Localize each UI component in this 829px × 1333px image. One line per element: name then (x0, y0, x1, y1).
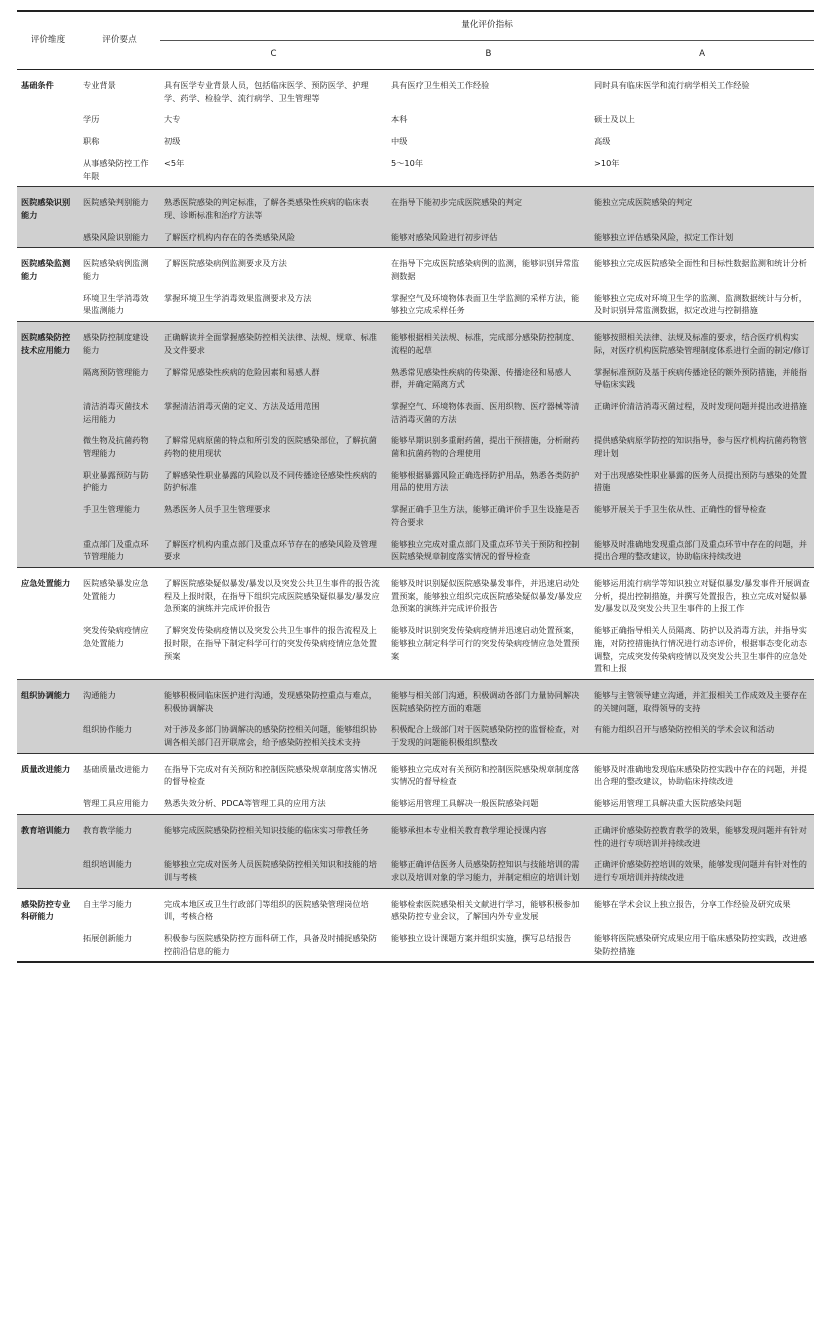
point-cell: 清洁消毒灭菌技术运用能力 (79, 395, 160, 429)
level-a-cell: 能够将医院感染研究成果应用于临床感染防控实践，改进感染防控措施 (590, 927, 814, 962)
point-cell: 组织培训能力 (79, 853, 160, 888)
dimension-cell: 医院感染监测能力 (17, 248, 79, 287)
level-b-cell: 掌握空气、环境物体表面、医用织物、医疗器械等清洁消毒灭菌的方法 (387, 395, 590, 429)
table-row (17, 70, 814, 109)
level-a-cell: 正确评价感染防控教育教学的效果，能够发现问题并有针对性的进行专项培训并持续改进 (590, 814, 814, 853)
level-c-cell: 在指导下完成对有关预防和控制医院感染规章制度落实情况的督导检查 (160, 753, 387, 792)
point-cell: 基础质量改进能力 (79, 753, 160, 792)
dimension-cell (17, 152, 79, 187)
table-body (17, 70, 814, 963)
table-row (17, 498, 814, 532)
dimension-cell (17, 108, 79, 130)
level-c-cell: 积极参与医院感染防控方面科研工作，具备及时捕捉感染防控前沿信息的能力 (160, 927, 387, 962)
level-c-cell: 了解突发传染病疫情以及突发公共卫生事件的报告流程及上报时限，在指导下制定科学可行的突发传染病疫情应急处置预案 (164, 625, 377, 661)
dimension-cell (17, 287, 79, 322)
dimension-cell: 医院感染防控技术应用能力 (17, 322, 79, 361)
level-c-cell: 了解常见病原菌的特点和所引发的医院感染部位，了解抗菌药物的使用现状 (160, 429, 387, 463)
table-row (17, 718, 814, 753)
point-cell: 感染防控制度建设能力 (79, 322, 160, 361)
level-c-cell: 具有医学专业背景人员，包括临床医学、预防医学、护理学、药学、检验学、流行病学、卫生管理等 (160, 70, 387, 109)
dimension-cell (17, 361, 79, 395)
level-b-cell: 能够检索医院感染相关文献进行学习，能够积极参加感染防控专业会议，了解国内外专业发展 (387, 888, 590, 927)
level-c-cell: 了解医院感染疑似暴发/暴发以及突发公共卫生事件的报告流程及上报时限，在指导下组织完成医院感染疑似暴发/暴发应急预案的演练并完成评价报告 (160, 567, 387, 619)
point-cell: 隔离预防管理能力 (79, 361, 160, 395)
dimension-cell (17, 498, 79, 532)
level-b-cell: 在指导下完成医院感染病例的监测，能够识别异常监测数据 (387, 248, 590, 287)
dimension-cell (17, 429, 79, 463)
header-level-c: C (160, 41, 387, 70)
dimension-cell (17, 718, 79, 753)
level-c-cell: 能够独立完成对医务人员医院感染防控相关知识和技能的培训与考核 (160, 853, 387, 888)
table-header (17, 11, 814, 70)
level-c-cell: 了解医疗机构内存在的各类感染风险 (160, 226, 387, 248)
header-level-b: B (387, 41, 590, 70)
point-cell: 拓展创新能力 (79, 927, 160, 962)
level-b-cell: 5～10年 (391, 157, 424, 168)
dimension-cell (17, 853, 79, 888)
table-row (17, 888, 814, 927)
level-a-cell: 能够独立完成对环境卫生学的监测、监测数据统计与分析，及时识别异常监测数据，拟定改进与控制措施 (594, 292, 807, 316)
table-row (17, 248, 814, 287)
level-a-cell: 能够及时准确地发现重点部门及重点环节中存在的问题，并提出合理的整改建议，协助临床持续改进 (590, 533, 814, 568)
point-cell: 教育教学能力 (79, 814, 160, 853)
level-b-cell: 积极配合上级部门对于医院感染防控的监督检查，对于发现的问题能积极组织整改 (387, 718, 590, 753)
table-row (17, 567, 814, 619)
level-a-cell: 能够与主管领导建立沟通，并汇报相关工作成效及主要存在的关键问题，取得领导的支持 (590, 679, 814, 718)
level-b-cell: 能够运用管理工具解决一般医院感染问题 (391, 798, 539, 809)
dimension-cell: 应急处置能力 (17, 567, 79, 619)
level-b-cell: 能够及时识别疑似医院感染暴发事件，并迅速启动处置预案，能够独立组织完成医院感染疑似暴发/暴发应急预案的演练并完成评价报告 (387, 567, 590, 619)
level-c-cell: 对于涉及多部门协调解决的感染防控相关问题，能够组织协调各相关部门召开联席会，给予感染防控相关技术支持 (160, 718, 387, 753)
level-b-cell: 具有医疗卫生相关工作经验 (387, 70, 590, 109)
level-b-cell: 能够根据暴露风险正确选择防护用品，熟悉各类防护用品的使用方法 (387, 464, 590, 498)
dimension-cell: 基础条件 (17, 70, 79, 109)
table-row (17, 814, 814, 853)
level-a-cell: 掌握标准预防及基于疾病传播途径的额外预防措施，并能指导临床实践 (590, 361, 814, 395)
point-cell: 重点部门及重点环节管理能力 (79, 533, 160, 568)
point-cell: 医院感染判别能力 (79, 187, 160, 226)
level-a-cell: 同时具有临床医学和流行病学相关工作经验 (590, 70, 814, 109)
level-b-cell: 能够及时识别突发传染病疫情并迅速启动处置预案，能够独立制定科学可行的突发传染病疫情应急处置预案 (391, 625, 580, 661)
dimension-cell: 医院感染识别能力 (17, 187, 79, 226)
level-c-cell: 掌握环境卫生学消毒效果监测要求及方法 (164, 292, 312, 303)
dimension-cell (17, 464, 79, 498)
level-a-cell: 能够在学术会议上独立报告，分享工作经验及研究成果 (590, 888, 814, 927)
level-c-cell: 完成本地区或卫生行政部门等组织的医院感染管理岗位培训，考核合格 (160, 888, 387, 927)
table-row (17, 187, 814, 226)
level-a-cell: 能够开展关于手卫生依从性、正确性的督导检查 (590, 498, 814, 532)
header-dimension: 评价维度 (17, 11, 79, 70)
level-c-cell: 了解医院感染病例监测要求及方法 (160, 248, 387, 287)
dimension-cell (17, 130, 79, 152)
dimension-cell: 教育培训能力 (17, 814, 79, 853)
level-a-cell: 对于出现感染性职业暴露的医务人员提出预防与感染的处置措施 (590, 464, 814, 498)
level-a-cell: 硕士及以上 (594, 114, 635, 125)
level-a-cell: 提供感染病原学防控的知识指导，参与医疗机构抗菌药物管理计划 (590, 429, 814, 463)
level-a-cell: 能够运用管理工具解决重大医院感染问题 (594, 798, 742, 809)
level-b-cell: 本科 (391, 114, 408, 125)
dimension-cell (17, 226, 79, 248)
header-level-a: A (590, 41, 814, 70)
table-row (17, 322, 814, 361)
point-cell: 专业背景 (79, 70, 160, 109)
point-cell: 环境卫生学消毒效果监测能力 (83, 292, 149, 316)
level-a-cell: 正确评价感染防控培训的效果，能够发现问题并有针对性的进行专项培训并持续改进 (590, 853, 814, 888)
level-b-cell: 能够正确评估医务人员感染防控知识与技能培训的需求以及培训对象的学习能力，并制定相应的培训计划 (387, 853, 590, 888)
table-row (17, 927, 814, 962)
point-cell: 手卫生管理能力 (79, 498, 160, 532)
table-row (17, 395, 814, 429)
level-b-cell: 掌握空气及环境物体表面卫生学监测的采样方法，能够独立完成采样任务 (391, 292, 580, 316)
dimension-cell (17, 395, 79, 429)
dimension-cell: 感染防控专业科研能力 (17, 888, 79, 927)
header-point: 评价要点 (79, 11, 160, 70)
table-row (17, 792, 814, 814)
level-b-cell: 能够根据相关法规、标准，完成部分感染防控制度、流程的起草 (387, 322, 590, 361)
level-c-cell: 熟悉医务人员手卫生管理要求 (160, 498, 387, 532)
point-cell: 职称 (83, 136, 100, 147)
table-row (17, 287, 814, 322)
dimension-cell (17, 619, 79, 679)
point-cell: 自主学习能力 (79, 888, 160, 927)
level-c-cell: 了解常见感染性疾病的危险因素和易感人群 (160, 361, 387, 395)
level-c-cell: 大专 (164, 114, 181, 125)
dimension-cell (17, 533, 79, 568)
level-c-cell: 掌握清洁消毒灭菌的定义、方法及适用范围 (160, 395, 387, 429)
level-a-cell: 正确评价清洁消毒灭菌过程，及时发现问题并提出改进措施 (590, 395, 814, 429)
level-a-cell: 能独立完成医院感染的判定 (590, 187, 814, 226)
dimension-cell: 质量改进能力 (17, 753, 79, 792)
level-b-cell: 掌握正确手卫生方法，能够正确评价手卫生设施是否符合要求 (387, 498, 590, 532)
level-b-cell: 中级 (391, 136, 408, 147)
level-a-cell: 能够及时准确地发现临床感染防控实践中存在的问题，并提出合理的整改建议，协助临床持续改进 (590, 753, 814, 792)
level-b-cell: 能够独立完成对有关预防和控制医院感染规章制度落实情况的督导检查 (387, 753, 590, 792)
table-row (17, 619, 814, 679)
table-row (17, 679, 814, 718)
level-b-cell: 熟悉常见感染性疾病的传染源、传播途径和易感人群，并确定隔离方式 (387, 361, 590, 395)
point-cell: 职业暴露预防与防护能力 (79, 464, 160, 498)
point-cell: 从事感染防控工作年限 (83, 157, 149, 181)
level-a-cell: 能够运用流行病学等知识独立对疑似暴发/暴发事件开展调查分析，提出控制措施，并撰写处置报告，独立完成对疑似暴发/暴发以及突发公共卫生事件的上报工作 (590, 567, 814, 619)
level-b-cell: 在指导下能初步完成医院感染的判定 (387, 187, 590, 226)
dimension-cell: 组织协调能力 (17, 679, 79, 718)
level-c-cell: 初级 (164, 136, 181, 147)
level-a-cell: 能够独立评估感染风险，拟定工作计划 (590, 226, 814, 248)
level-c-cell: 能够完成医院感染防控相关知识技能的临床实习带教任务 (160, 814, 387, 853)
level-b-cell: 能够独立设计课题方案并组织实施，撰写总结报告 (387, 927, 590, 962)
level-b-cell: 能够早期识别多重耐药菌，提出干预措施，分析耐药菌和抗菌药物的合理使用 (387, 429, 590, 463)
point-cell: 学历 (83, 114, 100, 125)
header-quant: 量化评价指标 (160, 11, 814, 41)
table-row (17, 226, 814, 248)
table-row (17, 108, 814, 130)
table-row (17, 152, 814, 187)
level-c-cell: 正确解读并全面掌握感染防控相关法律、法规、规章、标准及文件要求 (160, 322, 387, 361)
point-cell: 突发传染病疫情应急处置能力 (83, 625, 149, 648)
evaluation-table (17, 10, 814, 963)
level-b-cell: 能够对感染风险进行初步评估 (387, 226, 590, 248)
dimension-cell (17, 792, 79, 814)
point-cell: 微生物及抗菌药物管理能力 (79, 429, 160, 463)
level-a-cell: 能够独立完成医院感染全面性和目标性数据监测和统计分析 (590, 248, 814, 287)
point-cell: 感染风险识别能力 (79, 226, 160, 248)
point-cell: 管理工具应用能力 (83, 798, 149, 809)
level-a-cell: 高级 (594, 136, 611, 147)
dimension-cell (17, 927, 79, 962)
table-row (17, 533, 814, 568)
table-row (17, 130, 814, 152)
level-a-cell: >10年 (594, 157, 620, 168)
level-a-cell: 能够按照相关法律、法规及标准的要求，结合医疗机构实际，对医疗机构医院感染管理制度体系进行全面的制定/修订 (590, 322, 814, 361)
table-row (17, 853, 814, 888)
table-row (17, 753, 814, 792)
table-row (17, 429, 814, 463)
level-c-cell: 熟悉医院感染的判定标准，了解各类感染性疾病的临床表现、诊断标准和治疗方法等 (160, 187, 387, 226)
level-a-cell: 能够正确指导相关人员隔离、防护以及消毒方法，并指导实施，对防控措施执行情况进行动态评价，根据事态变化动态调整，完成突发传染病疫情以及突发公共卫生事件的应急处置和上报 (594, 625, 807, 674)
point-cell: 组织协作能力 (79, 718, 160, 753)
level-c-cell: <5年 (164, 157, 185, 168)
point-cell: 医院感染暴发应急处置能力 (79, 567, 160, 619)
point-cell: 医院感染病例监测能力 (79, 248, 160, 287)
level-c-cell: 了解感染性职业暴露的风险以及不同传播途径感染性疾病的防护标准 (160, 464, 387, 498)
level-b-cell: 能够独立完成对重点部门及重点环节关于预防和控制医院感染规章制度落实情况的督导检查 (387, 533, 590, 568)
level-c-cell: 熟悉失效分析、PDCA等管理工具的应用方法 (164, 798, 326, 809)
level-c-cell: 能够积极同临床医护进行沟通，发现感染防控重点与难点，积极协调解决 (160, 679, 387, 718)
point-cell: 沟通能力 (79, 679, 160, 718)
level-c-cell: 了解医疗机构内重点部门及重点环节存在的感染风险及管理要求 (160, 533, 387, 568)
level-a-cell: 有能力组织召开与感染防控相关的学术会议和活动 (590, 718, 814, 753)
level-b-cell: 能够承担本专业相关教育教学理论授课内容 (387, 814, 590, 853)
table-row (17, 361, 814, 395)
level-b-cell: 能够与相关部门沟通，积极调动各部门力量协同解决医院感染防控方面的难题 (387, 679, 590, 718)
table-row (17, 464, 814, 498)
